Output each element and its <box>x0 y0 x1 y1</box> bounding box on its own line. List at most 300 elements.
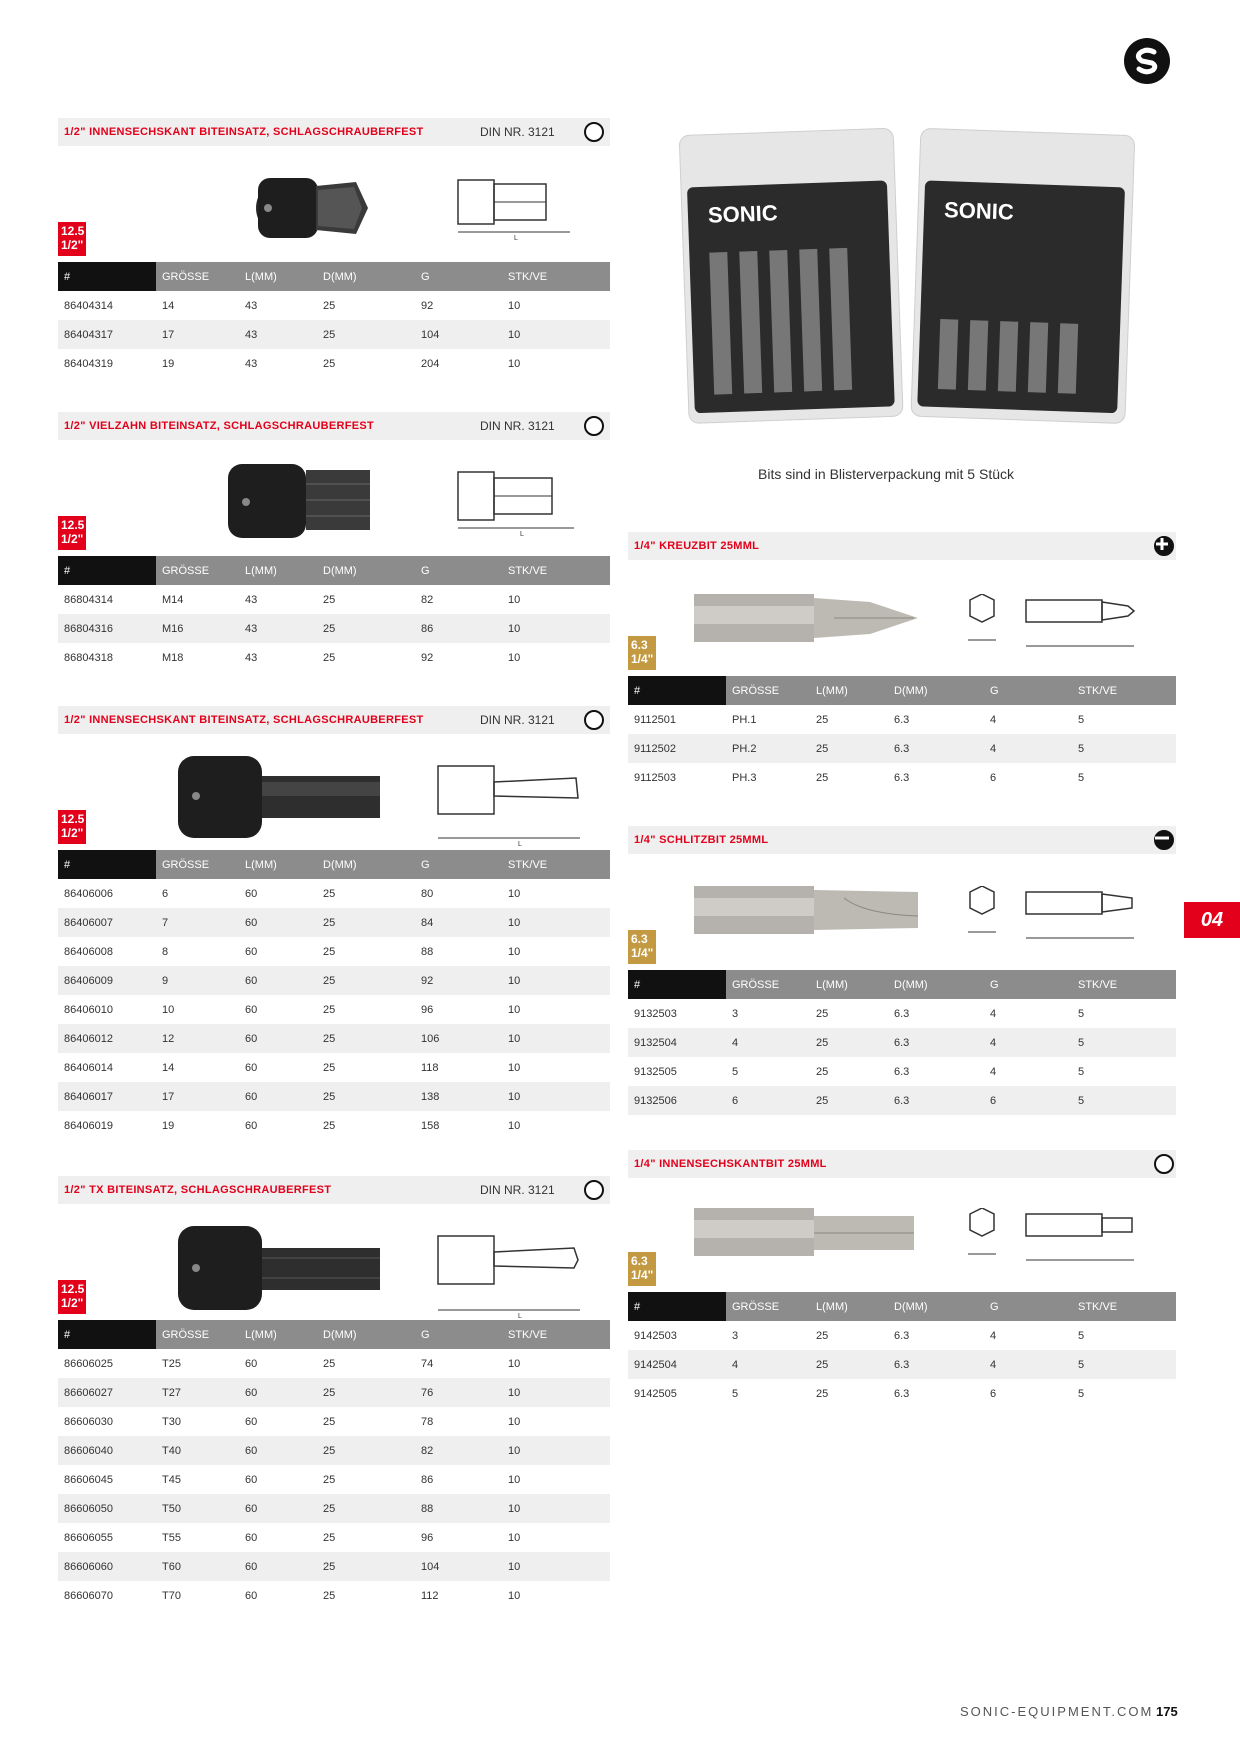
page-number: 175 <box>1156 1704 1178 1719</box>
technical-drawing <box>956 594 1140 654</box>
table-cell: PH.3 <box>732 771 757 784</box>
table-cell: 6.3 <box>888 1350 984 1379</box>
table-cell: 25 <box>816 1387 829 1400</box>
table-cell: M14 <box>162 593 184 606</box>
table-row <box>628 705 1176 734</box>
table-cell: 25 <box>317 1082 415 1111</box>
table-cell: 6.3 <box>894 713 910 726</box>
table-cell: 5 <box>1078 1007 1085 1020</box>
table-row <box>58 291 610 320</box>
table-cell: 86406017 <box>58 1082 156 1111</box>
table-row <box>628 1321 1176 1350</box>
table-cell: T40 <box>156 1436 239 1465</box>
col-header: # <box>58 262 156 291</box>
col-header: D(MM) <box>888 970 984 999</box>
col-header: D(MM) <box>317 556 415 585</box>
table-cell: 10 <box>502 1436 610 1465</box>
technical-drawing <box>450 170 580 240</box>
sonic-logo-icon <box>1124 38 1170 84</box>
technical-drawing <box>956 1208 1140 1268</box>
product-image <box>694 1200 920 1264</box>
table-cell: 9132503 <box>634 1007 677 1020</box>
table-cell: 112 <box>421 1589 439 1602</box>
table-row <box>58 1523 610 1552</box>
table-cell: 4 <box>984 734 1072 763</box>
size-badge: 12.5 1/2" <box>58 222 86 256</box>
table-cell: 10 <box>502 1552 610 1581</box>
col-header: STK/VE <box>502 850 610 879</box>
col-header: G <box>984 676 1072 705</box>
blister-caption: Bits sind in Blisterverpackung mit 5 Stück <box>758 466 1014 482</box>
table-row <box>58 879 610 908</box>
section-title: 1/2" TX BITEINSATZ, SCHLAGSCHRAUBERFEST <box>64 1184 332 1196</box>
table-cell: 25 <box>810 734 888 763</box>
table-cell: 10 <box>508 1415 521 1428</box>
table-cell: 60 <box>245 1531 258 1544</box>
table-row <box>58 349 610 378</box>
table-cell: 76 <box>415 1378 502 1407</box>
section-header <box>58 1176 610 1204</box>
spec-table <box>628 970 1176 1115</box>
table-cell: 60 <box>245 1415 258 1428</box>
table-cell: 6.3 <box>888 1028 984 1057</box>
col-header: STK/VE <box>502 262 610 291</box>
table-cell: 86606060 <box>58 1552 156 1581</box>
hexagon-icon <box>1154 1154 1174 1174</box>
table-cell: 96 <box>421 1531 434 1544</box>
table-row <box>58 966 610 995</box>
table-cell: PH.2 <box>726 734 810 763</box>
table-cell: 4 <box>990 713 997 726</box>
technical-drawing <box>428 756 588 846</box>
table-cell: 92 <box>421 651 434 664</box>
table-cell: 6.3 <box>894 1065 910 1078</box>
table-cell: 3 <box>732 1007 739 1020</box>
col-header: G <box>984 1292 1072 1321</box>
table-cell: 25 <box>317 1436 415 1465</box>
table-cell: 86 <box>415 614 502 643</box>
table-cell: 86406007 <box>58 908 156 937</box>
table-cell: 25 <box>317 1378 415 1407</box>
size-badge: 6.3 1/4" <box>628 636 656 670</box>
din-number: DIN NR. 3121 <box>480 125 555 139</box>
col-header: GRÖSSE <box>156 556 239 585</box>
table-cell: 4 <box>990 1007 997 1020</box>
table-cell: 17 <box>156 320 239 349</box>
table-cell: 5 <box>732 1065 739 1078</box>
table-cell: 4 <box>726 1350 810 1379</box>
svg-text:L: L <box>518 1313 522 1318</box>
table-cell: 10 <box>502 966 610 995</box>
table-cell: 60 <box>239 1436 317 1465</box>
section-header <box>58 706 610 734</box>
table-row <box>628 1379 1176 1408</box>
table-cell: 19 <box>162 357 175 370</box>
col-header: D(MM) <box>317 262 415 291</box>
table-cell: 60 <box>239 966 317 995</box>
col-header: # <box>628 970 726 999</box>
col-header: GRÖSSE <box>726 970 810 999</box>
spec-table <box>58 1320 610 1610</box>
table-cell: 9132504 <box>628 1028 726 1057</box>
table-cell: 60 <box>245 945 258 958</box>
table-cell: 10 <box>502 1082 610 1111</box>
table-cell: T25 <box>162 1357 181 1370</box>
table-cell: 10 <box>508 1061 521 1074</box>
table-row <box>628 763 1176 792</box>
footer-url[interactable]: SONIC-EQUIPMENT.COM <box>960 1704 1154 1719</box>
table-cell: 104 <box>415 1552 502 1581</box>
col-header: # <box>628 1292 726 1321</box>
table-cell: 25 <box>323 1003 336 1016</box>
col-header: G <box>415 556 502 585</box>
col-header: STK/VE <box>1072 1292 1176 1321</box>
table-cell: 86406009 <box>58 966 156 995</box>
table-row <box>58 320 610 349</box>
spec-table <box>58 262 610 378</box>
table-cell: 88 <box>421 945 434 958</box>
table-cell: 60 <box>245 887 258 900</box>
table-cell: 10 <box>508 1589 521 1602</box>
table-cell: T70 <box>162 1589 181 1602</box>
table-cell: 86804316 <box>58 614 156 643</box>
section-title: 1/2" VIELZAHN BITEINSATZ, SCHLAGSCHRAUBERFEST <box>64 420 375 432</box>
table-row <box>628 1350 1176 1379</box>
table-cell: 106 <box>415 1024 502 1053</box>
table-cell: 158 <box>421 1119 440 1132</box>
table-cell: 10 <box>508 299 521 312</box>
technical-drawing <box>428 1226 588 1318</box>
table-row <box>58 1465 610 1494</box>
size-badge: 12.5 1/2" <box>58 1280 86 1314</box>
table-cell: 9112502 <box>628 734 726 763</box>
section-header <box>628 1150 1176 1178</box>
table-cell: 9112501 <box>634 713 677 726</box>
table-cell: 4 <box>990 1329 997 1342</box>
table-cell: 25 <box>810 1028 888 1057</box>
table-cell: 10 <box>508 945 521 958</box>
table-cell: 25 <box>323 945 336 958</box>
table-cell: 10 <box>508 1003 521 1016</box>
din-number: DIN NR. 3121 <box>480 713 555 727</box>
table-row <box>628 734 1176 763</box>
table-cell: 25 <box>317 614 415 643</box>
table-cell: 10 <box>508 1357 521 1370</box>
table-cell: 4 <box>990 1065 997 1078</box>
col-header: D(MM) <box>888 676 984 705</box>
table-cell: 86406014 <box>64 1061 113 1074</box>
table-cell: 5 <box>1078 1065 1085 1078</box>
table-cell: 10 <box>508 887 521 900</box>
col-header: STK/VE <box>1072 676 1176 705</box>
table-cell: 43 <box>239 320 317 349</box>
table-row <box>628 1028 1176 1057</box>
col-header: STK/VE <box>1072 970 1176 999</box>
spec-table <box>58 556 610 672</box>
table-cell: 6 <box>990 771 997 784</box>
table-cell: 25 <box>323 299 336 312</box>
col-header: D(MM) <box>317 1320 415 1349</box>
table-cell: 10 <box>502 1494 610 1523</box>
table-row <box>58 1024 610 1053</box>
table-cell: 86606025 <box>64 1357 113 1370</box>
table-cell: 25 <box>323 1119 336 1132</box>
table-cell: 60 <box>239 1378 317 1407</box>
table-cell: 86406019 <box>64 1119 113 1132</box>
table-cell: 80 <box>421 887 434 900</box>
table-cell: 86804314 <box>64 593 113 606</box>
table-cell: 10 <box>508 593 521 606</box>
table-row <box>58 643 610 672</box>
table-cell: 17 <box>156 1082 239 1111</box>
table-cell: 6.3 <box>894 1387 910 1400</box>
table-cell: 43 <box>245 299 258 312</box>
table-cell: 43 <box>239 614 317 643</box>
table-cell: T45 <box>162 1473 181 1486</box>
table-row <box>58 1407 610 1436</box>
table-cell: 60 <box>245 1473 258 1486</box>
chapter-tab[interactable]: 04 <box>1184 902 1240 938</box>
table-cell: 25 <box>323 1357 336 1370</box>
table-row <box>628 999 1176 1028</box>
table-cell: 10 <box>502 614 610 643</box>
table-cell: 10 <box>508 1473 521 1486</box>
table-cell: 5 <box>1078 713 1085 726</box>
col-header: GRÖSSE <box>156 262 239 291</box>
table-cell: 9142504 <box>628 1350 726 1379</box>
table-cell: 60 <box>239 1082 317 1111</box>
table-cell: 6 <box>726 1086 810 1115</box>
product-image <box>172 752 392 842</box>
blister-brand-text: SONIC <box>707 200 779 228</box>
table-row <box>58 937 610 966</box>
table-cell: T27 <box>156 1378 239 1407</box>
table-row <box>58 1349 610 1378</box>
slotted-icon <box>1154 830 1174 850</box>
table-cell: 3 <box>732 1329 739 1342</box>
spec-table <box>628 676 1176 792</box>
spec-table <box>628 1292 1176 1408</box>
table-cell: 60 <box>239 1552 317 1581</box>
table-cell: 5 <box>1078 771 1085 784</box>
table-cell: 138 <box>415 1082 502 1111</box>
table-cell: 5 <box>1078 1329 1085 1342</box>
table-cell: 10 <box>508 357 521 370</box>
table-cell: 9142503 <box>634 1329 677 1342</box>
table-cell: 5 <box>1072 1028 1176 1057</box>
table-cell: 9112503 <box>634 771 677 784</box>
col-header: G <box>415 1320 502 1349</box>
svg-text:L: L <box>518 841 522 846</box>
table-cell: 6.3 <box>888 734 984 763</box>
table-cell: 92 <box>415 966 502 995</box>
table-cell: 6.3 <box>894 1329 910 1342</box>
col-header: # <box>58 556 156 585</box>
product-image <box>694 586 920 648</box>
table-cell: 92 <box>421 299 434 312</box>
table-cell: T30 <box>162 1415 181 1428</box>
table-row <box>58 1552 610 1581</box>
col-header: L(MM) <box>810 1292 888 1321</box>
blister-pack-image <box>676 122 1136 428</box>
table-cell: 25 <box>317 1494 415 1523</box>
table-cell: 43 <box>245 651 258 664</box>
blister-brand-text: SONIC <box>943 197 1015 225</box>
spec-table <box>58 850 610 1140</box>
table-cell: 25 <box>323 651 336 664</box>
table-row <box>628 1086 1176 1115</box>
table-cell: 25 <box>816 1329 829 1342</box>
table-row <box>58 1082 610 1111</box>
table-cell: 25 <box>323 1415 336 1428</box>
table-cell: 25 <box>323 1061 336 1074</box>
table-cell: 204 <box>421 357 440 370</box>
table-cell: 60 <box>239 1024 317 1053</box>
table-cell: 25 <box>810 1086 888 1115</box>
spline-icon <box>584 416 604 436</box>
section-title: 1/4" SCHLITZBIT 25MML <box>634 834 769 846</box>
table-cell: 86404317 <box>58 320 156 349</box>
table-cell: 10 <box>502 908 610 937</box>
table-cell: 6.3 <box>888 1086 984 1115</box>
table-cell: 86406012 <box>58 1024 156 1053</box>
din-number: DIN NR. 3121 <box>480 419 555 433</box>
table-cell: 60 <box>245 1003 258 1016</box>
table-cell: 86406006 <box>64 887 113 900</box>
table-cell: 4 <box>726 1028 810 1057</box>
table-cell: PH.1 <box>732 713 757 726</box>
col-header: STK/VE <box>502 556 610 585</box>
product-image <box>222 452 382 542</box>
table-cell: 4 <box>984 1350 1072 1379</box>
table-cell: 14 <box>162 299 175 312</box>
col-header: GRÖSSE <box>156 850 239 879</box>
table-cell: 88 <box>415 1494 502 1523</box>
table-cell: 86404314 <box>64 299 113 312</box>
col-header: G <box>984 970 1072 999</box>
technical-drawing <box>956 886 1140 946</box>
table-cell: 7 <box>156 908 239 937</box>
section-title: 1/4" INNENSECHSKANTBIT 25MML <box>634 1158 827 1170</box>
col-header: L(MM) <box>239 556 317 585</box>
table-cell: 86404319 <box>64 357 113 370</box>
svg-text:L: L <box>520 531 524 538</box>
table-cell: 96 <box>421 1003 434 1016</box>
table-cell: 10 <box>502 1378 610 1407</box>
table-cell: 5 <box>1072 734 1176 763</box>
table-cell: 86406008 <box>64 945 113 958</box>
table-cell: 104 <box>415 320 502 349</box>
table-cell: 86606030 <box>64 1415 113 1428</box>
table-cell: 25 <box>323 887 336 900</box>
col-header: L(MM) <box>239 1320 317 1349</box>
table-cell: 82 <box>421 593 434 606</box>
table-cell: 5 <box>1072 1350 1176 1379</box>
table-cell: 25 <box>317 1552 415 1581</box>
sonic-s-icon <box>1124 38 1170 84</box>
table-cell: 6.3 <box>894 1007 910 1020</box>
table-cell: 10 <box>508 1119 521 1132</box>
col-header: G <box>415 262 502 291</box>
table-cell: 84 <box>415 908 502 937</box>
table-cell: 25 <box>323 1473 336 1486</box>
table-cell: 60 <box>239 1494 317 1523</box>
table-cell: 6.3 <box>894 771 910 784</box>
table-row <box>58 614 610 643</box>
hexagon-icon <box>584 710 604 730</box>
table-row <box>58 995 610 1024</box>
col-header: GRÖSSE <box>726 676 810 705</box>
table-row <box>58 1436 610 1465</box>
section-title: 1/2" INNENSECHSKANT BITEINSATZ, SCHLAGSCHRAUBERFEST <box>64 714 424 726</box>
table-row <box>58 585 610 614</box>
col-header: STK/VE <box>502 1320 610 1349</box>
section-header <box>58 118 610 146</box>
table-row <box>58 1111 610 1140</box>
table-cell: 10 <box>502 1024 610 1053</box>
section-header <box>58 412 610 440</box>
table-cell: 25 <box>323 1589 336 1602</box>
table-cell: 25 <box>323 1531 336 1544</box>
table-cell: 25 <box>810 1350 888 1379</box>
table-cell: 10 <box>162 1003 175 1016</box>
table-cell: 60 <box>245 1061 258 1074</box>
size-badge: 12.5 1/2" <box>58 516 86 550</box>
col-header: G <box>415 850 502 879</box>
table-cell: 25 <box>323 593 336 606</box>
table-cell: 86606040 <box>58 1436 156 1465</box>
table-cell: 86606050 <box>58 1494 156 1523</box>
col-header: L(MM) <box>810 676 888 705</box>
table-cell: 25 <box>323 357 336 370</box>
table-cell: T60 <box>156 1552 239 1581</box>
table-cell: 43 <box>245 593 258 606</box>
table-cell: 12 <box>156 1024 239 1053</box>
phillips-icon <box>1154 536 1174 556</box>
table-cell: 86606045 <box>64 1473 113 1486</box>
col-header: D(MM) <box>317 850 415 879</box>
col-header: # <box>58 850 156 879</box>
size-badge: 6.3 1/4" <box>628 930 656 964</box>
table-cell: M16 <box>156 614 239 643</box>
table-cell: 5 <box>1072 1086 1176 1115</box>
svg-text:L: L <box>514 235 518 240</box>
table-cell: 86804318 <box>64 651 113 664</box>
table-cell: 25 <box>317 320 415 349</box>
table-cell: 86406010 <box>64 1003 113 1016</box>
hexagon-icon <box>584 122 604 142</box>
table-cell: 5 <box>732 1387 739 1400</box>
table-cell: 25 <box>317 908 415 937</box>
table-cell: 6 <box>162 887 169 900</box>
col-header: L(MM) <box>810 970 888 999</box>
table-cell: 6 <box>984 1086 1072 1115</box>
section-title: 1/4" KREUZBIT 25MML <box>634 540 760 552</box>
table-cell: 74 <box>421 1357 434 1370</box>
table-cell: 19 <box>162 1119 175 1132</box>
table-cell: M18 <box>162 651 184 664</box>
table-cell: 25 <box>816 713 829 726</box>
table-row <box>58 1494 610 1523</box>
table-cell: 8 <box>162 945 169 958</box>
table-cell: 86606027 <box>58 1378 156 1407</box>
section-title: 1/2" INNENSECHSKANT BITEINSATZ, SCHLAGSCHRAUBERFEST <box>64 126 424 138</box>
col-header: # <box>58 1320 156 1349</box>
table-cell: 10 <box>508 651 521 664</box>
torx-icon <box>584 1180 604 1200</box>
section-header <box>628 532 1176 560</box>
table-cell: 9 <box>156 966 239 995</box>
